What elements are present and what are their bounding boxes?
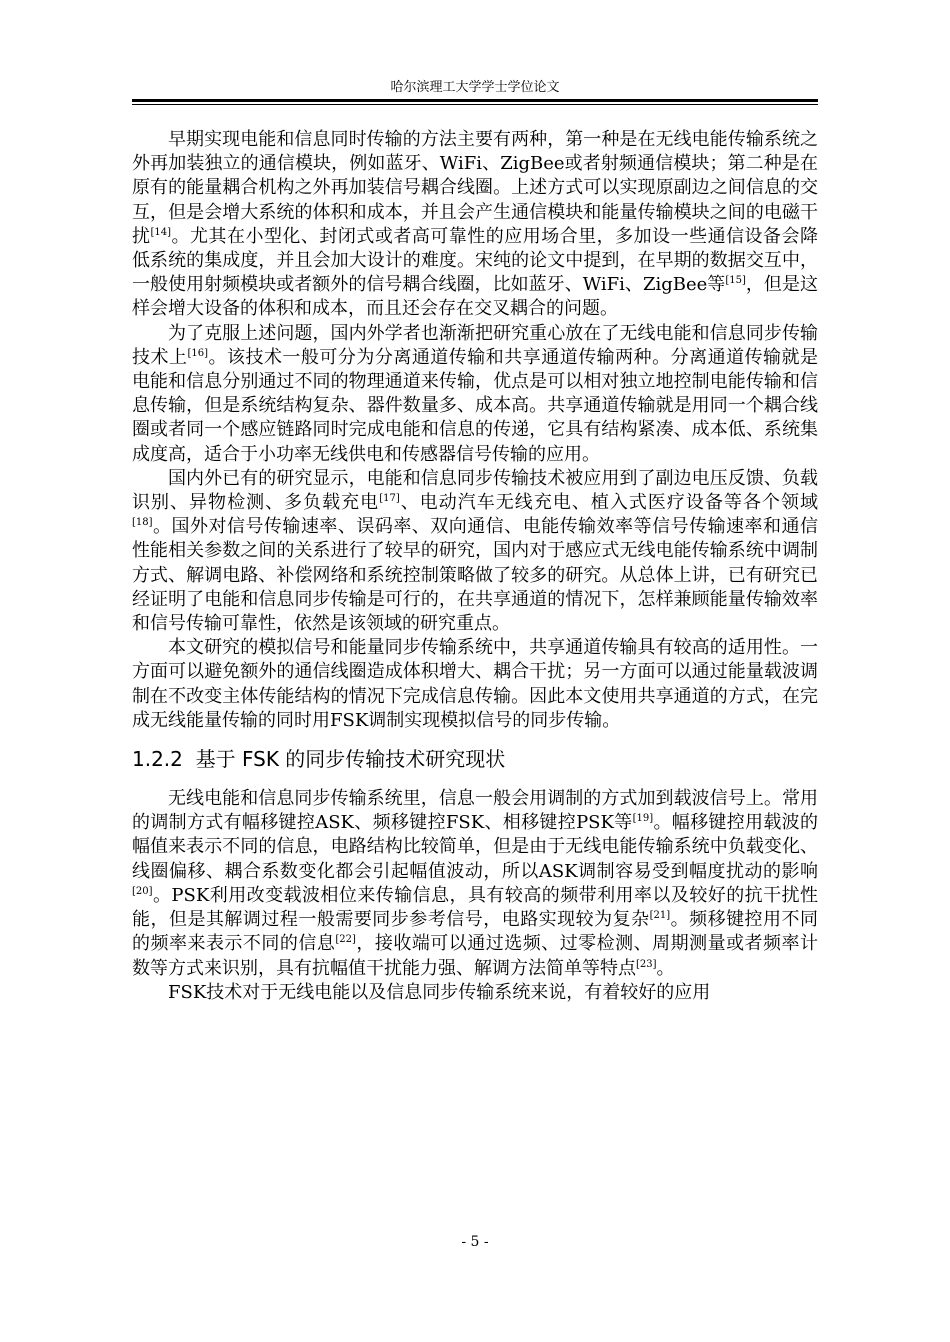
body-text <box>132 128 818 1005</box>
citation: [23] <box>636 958 657 970</box>
running-header: 哈尔滨理工大学学士学位论文 <box>390 80 560 95</box>
citation: [22] <box>335 934 356 946</box>
citation: [17] <box>379 493 400 505</box>
header-rule-thick <box>132 99 818 102</box>
paragraph-4: 本文研究的模拟信号和能量同步传输系统中，共享通道传输具有较高的适用性。一方面可以避免额外的通信线圈造成体积增大、耦合干扰；另一方面可以通过能量载波调制在不改变主体传能结构的情况下完成信息传输。因此本文使用共享通道的方式，在完成无线能量传输的同时用FSK调制实现模拟信号的同步传输。 <box>132 637 818 731</box>
citation: [15] <box>725 275 746 287</box>
section-heading <box>132 745 818 773</box>
paragraph-3: 国内外已有的研究显示，电能和信息同步传输技术被应用到了副边电压反馈、负载识别、异物检测、多负载充电[17]、电动汽车无线充电、植入式医疗设备等各个领域[18]。国外对信号传输速率、误码率、双向通信、电能传输效率等信号传输速率和通信性能相关参数之间的关系进行了较早的研究，国内对于感应式无线电能传输系统中调制方式、解调电路、补偿网络和系统控制策略做了较多的研究。从总体上讲，已有研究已经证明了电能和信息同步传输是可行的，在共享通道的情况下，怎样兼顾能量传输效率和信号传输可靠性，依然是该领域的研究重点。 <box>132 467 819 635</box>
page-number: - 5 - <box>461 1234 489 1250</box>
header-rule-thin <box>132 104 818 105</box>
citation: [14] <box>150 226 172 238</box>
paragraph-2: 为了克服上述问题，国内外学者也渐渐把研究重心放在了无线电能和信息同步传输技术上[16]。该技术一般可分为分离通道传输和共享通道传输两种。分离通道传输就是电能和信息分别通过不同的物理通道来传输，优点是可以相对独立地控制电能传输和信息传输，但是系统结构复杂、器件数量多、成本高。共享通道传输就是用同一个耦合线圈或者同一个感应链路同时完成电能和信息的传递，它具有结构紧凑、成本低、系统集成度高，适合于小功率无线供电和传感器信号传输的应用。 <box>132 322 819 465</box>
section-number: 1.2.2 <box>132 747 183 772</box>
citation: [16] <box>187 347 208 359</box>
paragraph-6: FSK技术对于无线电能以及信息同步传输系统来说，有着较好的应用 <box>168 981 711 1003</box>
section-title: 基于 FSK 的同步传输技术研究现状 <box>195 747 506 772</box>
paragraph-5: 无线电能和信息同步传输系统里，信息一般会用调制的方式加到载波信号上。常用的调制方式有幅移键控ASK、频移键控FSK、相移键控PSK等[19]。幅移键控用载波的幅值来表示不同的信息，电路结构比较简单，但是由于无线电能传输系统中负载变化、线圈偏移、耦合系数变化都会引起幅值波动，所以ASK调制容易受到幅度扰动的影响[20]。PSK利用改变载波相位来传输信息，具有较高的频带利用率以及较好的抗干扰性能，但是其解调过程一般需要同步参考信号，电路实现较为复杂[21]。频移键控用不同的频率来表示不同的信息[22]，接收端可以通过选频、过零检测、周期测量或者频率计数等方式来识别，具有抗幅值干扰能力强、解调方法简单等特点[23]。 <box>132 788 819 979</box>
citation: [19] <box>632 813 654 825</box>
paragraph-1: 早期实现电能和信息同时传输的方法主要有两种，第一种是在无线电能传输系统之外再加装独立的通信模块，例如蓝牙、WiFi、ZigBee或者射频通信模块；第二种是在原有的能量耦合机构之外再加装信号耦合线圈。上述方式可以实现原副边之间信息的交互，但是会增大系统的体积和成本，并且会产生通信模块和能量传输模块之间的电磁干扰[14]。尤其在小型化、封闭式或者高可靠性的应用场合里，多加设一些通信设备会降低系统的集成度，并且会加大设计的难度。宋纯的论文中提到，在早期的数据交互中，一般使用射频模块或者额外的信号耦合线圈，比如蓝牙、WiFi、ZigBee等[15]，但是这样会增大设备的体积和成本，而且还会存在交叉耦合的问题。 <box>132 129 819 320</box>
citation: [21] <box>649 910 671 922</box>
citation: [20] <box>132 885 153 897</box>
citation: [18] <box>132 517 153 529</box>
